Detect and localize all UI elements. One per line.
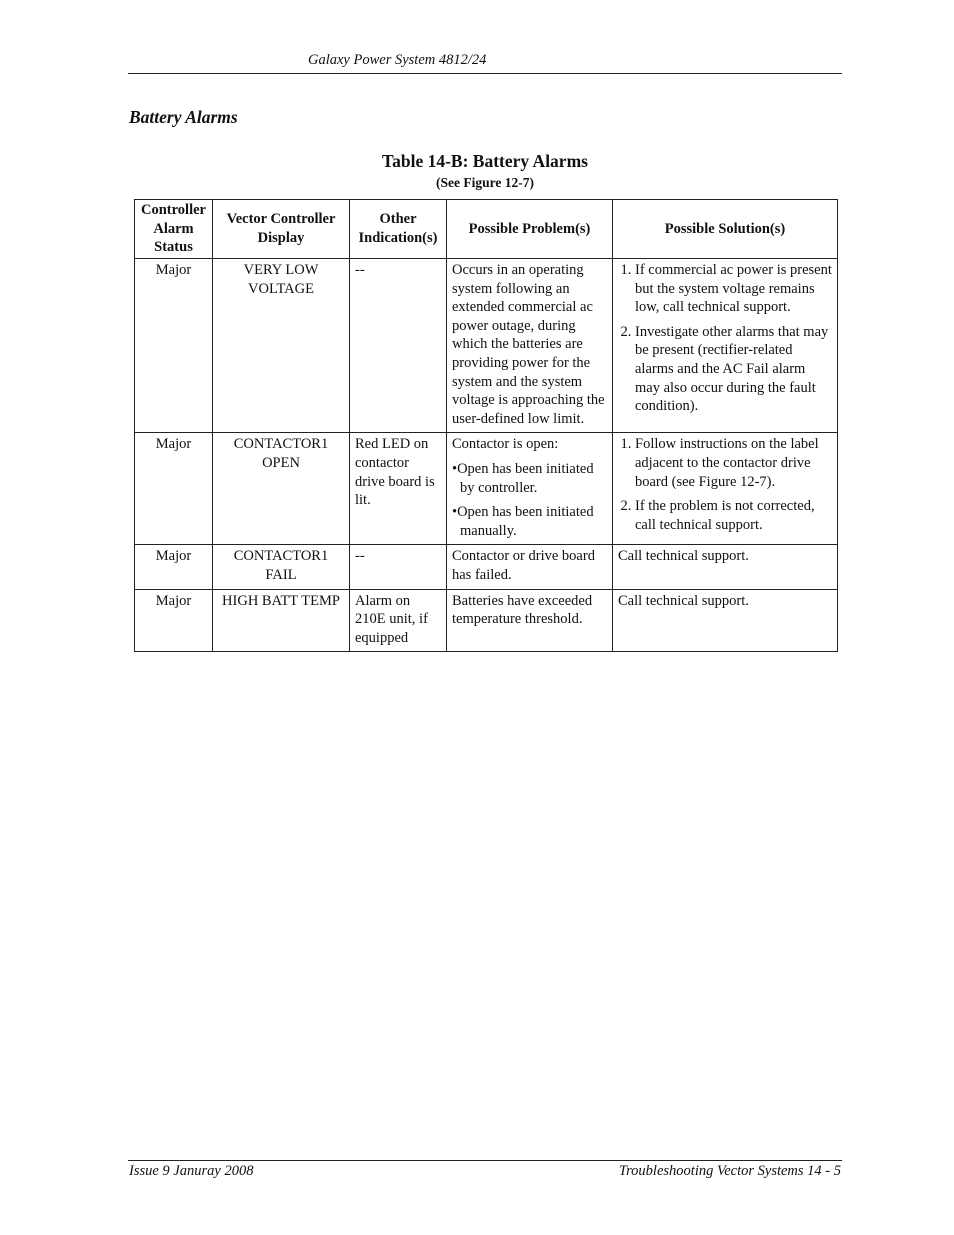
running-header-title: Galaxy Power System 4812/24 bbox=[308, 52, 487, 68]
solution-cell: Call technical support. bbox=[613, 589, 838, 652]
column-header: Possible Problem(s) bbox=[447, 200, 613, 259]
table-row bbox=[135, 545, 838, 589]
table-header-row bbox=[135, 200, 838, 259]
other-indication-cell: Alarm on 210E unit, if equipped bbox=[350, 589, 447, 652]
problem-bullet: •Open has been initiated manually. bbox=[452, 504, 594, 539]
solution-item: 2. Investigate other alarms that may be present (rectifier-related alarms and the AC Fail alarm may also occur during the fault condition). bbox=[635, 323, 832, 416]
column-header: Controller Alarm Status bbox=[135, 200, 213, 259]
problem-cell bbox=[447, 433, 613, 545]
column-header: Possible Solution(s) bbox=[613, 200, 838, 259]
column-header: Vector Controller Display bbox=[213, 200, 350, 259]
problem-cell: Contactor or drive board has failed. bbox=[447, 545, 613, 589]
controller-display-cell: CONTACTOR1 FAIL bbox=[213, 545, 350, 589]
other-indication-cell: Red LED on contactor drive board is lit. bbox=[350, 433, 447, 545]
solution-item: 2. If the problem is not corrected, call technical support. bbox=[635, 497, 832, 534]
problem-cell: Batteries have exceeded temperature threshold. bbox=[447, 589, 613, 652]
solution-cell: Call technical support. bbox=[613, 545, 838, 589]
problem-intro: Contactor is open: bbox=[452, 436, 559, 453]
section-title: Battery Alarms bbox=[129, 107, 238, 127]
footer-page-ref: Troubleshooting Vector Systems 14 - 5 bbox=[618, 1163, 841, 1179]
controller-display-cell: HIGH BATT TEMP bbox=[213, 589, 350, 652]
solution-item: 1. Follow instructions on the label adjacent to the contactor drive board (see Figure 12-7). bbox=[635, 435, 832, 491]
table-row bbox=[135, 259, 838, 433]
table-subtitle: (See Figure 12-7) bbox=[436, 175, 534, 190]
solution-list bbox=[618, 261, 832, 416]
problem-cell: Occurs in an operating system following an extended commercial ac power outage, during which the batteries are providing power for the system and the system voltage is approaching the user-defined low limit. bbox=[447, 259, 613, 433]
footer-issue: Issue 9 Januray 2008 bbox=[129, 1163, 254, 1179]
page-footer bbox=[128, 1160, 842, 1179]
battery-alarms-table bbox=[134, 199, 838, 652]
table-title: Table 14-B: Battery Alarms bbox=[382, 151, 588, 171]
alarm-status-cell: Major bbox=[135, 433, 213, 545]
problem-bullet: •Open has been initiated by controller. bbox=[452, 460, 594, 496]
other-indication-cell: -- bbox=[350, 259, 447, 433]
column-header: Other Indication(s) bbox=[350, 200, 447, 259]
solution-item: 1. If commercial ac power is present but the system voltage remains low, call technical support. bbox=[635, 261, 832, 317]
controller-display-cell: CONTACTOR1 OPEN bbox=[213, 433, 350, 545]
table-row bbox=[135, 433, 838, 545]
other-indication-cell: -- bbox=[350, 545, 447, 589]
alarm-status-cell: Major bbox=[135, 259, 213, 433]
alarm-status-cell: Major bbox=[135, 545, 213, 589]
solution-cell bbox=[613, 259, 838, 433]
controller-display-cell: VERY LOW VOLTAGE bbox=[213, 259, 350, 433]
table-row bbox=[135, 589, 838, 652]
running-header bbox=[128, 52, 842, 74]
solution-list bbox=[618, 435, 832, 534]
solution-cell bbox=[613, 433, 838, 545]
alarm-status-cell: Major bbox=[135, 589, 213, 652]
